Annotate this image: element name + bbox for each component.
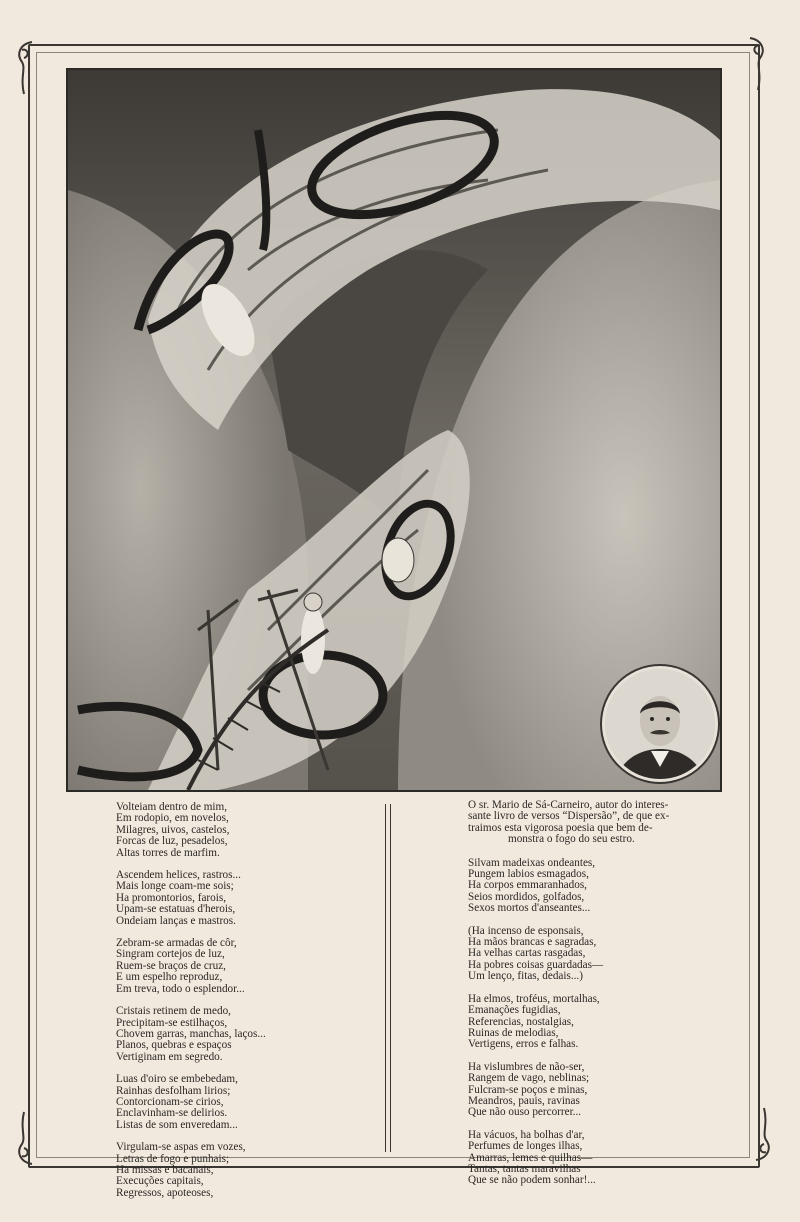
poem-line: Ha pobres coisas guardadas— xyxy=(468,958,604,971)
poem-line: Singram cortejos de luz, xyxy=(116,948,225,961)
intro-line: monstra o fogo do seu estro. xyxy=(508,833,635,846)
intro-line: traimos esta vigorosa poesia que bem de- xyxy=(468,821,653,834)
poem-line: Zebram-se armadas de côr, xyxy=(116,937,237,950)
poem-line: Vertigens, erros e falhas. xyxy=(468,1038,579,1051)
poem-line: Emanações fugidias, xyxy=(468,1004,561,1017)
poem-line: Cristais retinem de medo, xyxy=(116,1005,231,1018)
poem-line: E um espelho reproduz, xyxy=(116,971,223,984)
poem-stanza xyxy=(116,1142,376,1199)
poem-line: Ruem-se braços de cruz, xyxy=(116,959,226,972)
poem-line: Tantas, tantas maravilhas xyxy=(468,1162,581,1175)
poem-stanza xyxy=(468,1062,730,1119)
corner-ornament-bottom-left xyxy=(10,1108,40,1168)
poem-left-column xyxy=(116,802,376,1210)
poem-line: Em rodopio, em novelos, xyxy=(116,812,229,825)
poem-line: Em treva, todo o esplendor... xyxy=(116,982,245,995)
poem-stanza xyxy=(116,1074,376,1131)
poem-line: Ha elmos, troféus, mortalhas, xyxy=(468,992,600,1005)
poem-line: Milagres, uivos, castelos, xyxy=(116,823,230,836)
poem-line: Perfumes de longes ilhas, xyxy=(468,1140,583,1153)
poem-stanza xyxy=(116,870,376,927)
poem-line: Ha mãos brancas e sagradas, xyxy=(468,936,597,949)
intro-line: O sr. Mario de Sá-Carneiro, autor do interes- xyxy=(468,799,669,811)
poem-stanza xyxy=(116,802,376,859)
poem-line: Meandros, pauis, ravinas xyxy=(468,1094,580,1107)
poem-line: Execuções capitais, xyxy=(116,1175,204,1188)
poem-line: Ascendem helices, rastros... xyxy=(116,869,241,882)
column-divider xyxy=(385,804,391,1152)
poem-line: Forcas de luz, pesadelos, xyxy=(116,835,228,848)
poem-stanza xyxy=(468,926,730,983)
poem-line: Referencias, nostalgias, xyxy=(468,1015,574,1028)
corner-ornament-bottom-right xyxy=(748,1104,778,1164)
poem-line: Amarras, lemes e quilhas— xyxy=(468,1151,593,1164)
poem-line: Seios mordidos, golfados, xyxy=(468,890,585,903)
poem-line: Altas torres de marfim. xyxy=(116,846,220,859)
poem-line: Ha corpos emmaranhados, xyxy=(468,879,587,892)
poem-line: Enclavinham-se delirios. xyxy=(116,1107,228,1120)
poem-line: Luas d'oiro se embebedam, xyxy=(116,1073,238,1086)
poem-line: Contorcionam-se cirios, xyxy=(116,1095,224,1108)
intro-line: sante livro de versos “Dispersão”, de que ex- xyxy=(468,810,670,823)
poem-line: Chovem garras, manchas, laços... xyxy=(116,1027,266,1040)
poem-line: Listas de som enveredam... xyxy=(116,1118,238,1131)
poem-line: Precipitam-se estilhaços, xyxy=(116,1016,228,1029)
poem-line: Pungem labios esmagados, xyxy=(468,868,589,881)
poem-line: Sexos mortos d'anseantes... xyxy=(468,902,591,915)
poem-stanza xyxy=(116,938,376,995)
poem-line: Rainhas desfolham lirios; xyxy=(116,1084,231,1097)
poem-line: Regressos, apoteoses, xyxy=(116,1186,214,1199)
poem-line: Ha vácuos, ha bolhas d'ar, xyxy=(468,1128,585,1141)
poem-line: Upam-se estatuas d'herois, xyxy=(116,903,236,916)
poem-stanza xyxy=(468,858,730,915)
poem-right-column xyxy=(468,800,730,1198)
poem-line: Vertiginam em segredo. xyxy=(116,1050,223,1063)
poem-line: Ha promontorios, farois, xyxy=(116,891,226,904)
poem-line: Ruinas de melodias, xyxy=(468,1026,559,1039)
poem-line: Volteiam dentro de mim, xyxy=(116,801,228,813)
poem-line: Ha velhas cartas rasgadas, xyxy=(468,947,586,960)
corner-ornament-top-right xyxy=(742,34,772,94)
poem-line: Silvam madeixas ondeantes, xyxy=(468,856,596,869)
poem-line: Ondeiam lanças e mastros. xyxy=(116,914,236,927)
poem-stanza xyxy=(468,994,730,1051)
poem-line: Um lenço, fitas, dedais...) xyxy=(468,970,583,983)
poem-line: Fulcram-se poços e minas, xyxy=(468,1083,588,1096)
corner-ornament-top-left xyxy=(10,38,40,98)
poem-line: Ha missas e bacanais, xyxy=(116,1163,214,1176)
author-portrait xyxy=(602,666,718,782)
poem-line: Rangem de vago, neblinas; xyxy=(468,1072,590,1085)
poem-line: Ha vislumbres de não-ser, xyxy=(468,1060,585,1073)
poem-line: Mais longe coam-me sois; xyxy=(116,880,234,893)
poem-line: Que não ouso percorrer... xyxy=(468,1106,582,1119)
author-intro xyxy=(468,800,730,846)
poem-line: Virgulam-se aspas em vozes, xyxy=(116,1141,246,1154)
poem-line: Letras de fogo e punhais; xyxy=(116,1152,230,1165)
poem-line: (Ha incenso de esponsais, xyxy=(468,924,584,937)
poem-line: Que se não podem sonhar!... xyxy=(468,1174,596,1187)
poem-stanza xyxy=(468,1130,730,1187)
poem-stanza xyxy=(116,1006,376,1063)
poem-line: Planos, quebras e espaços xyxy=(116,1039,232,1052)
